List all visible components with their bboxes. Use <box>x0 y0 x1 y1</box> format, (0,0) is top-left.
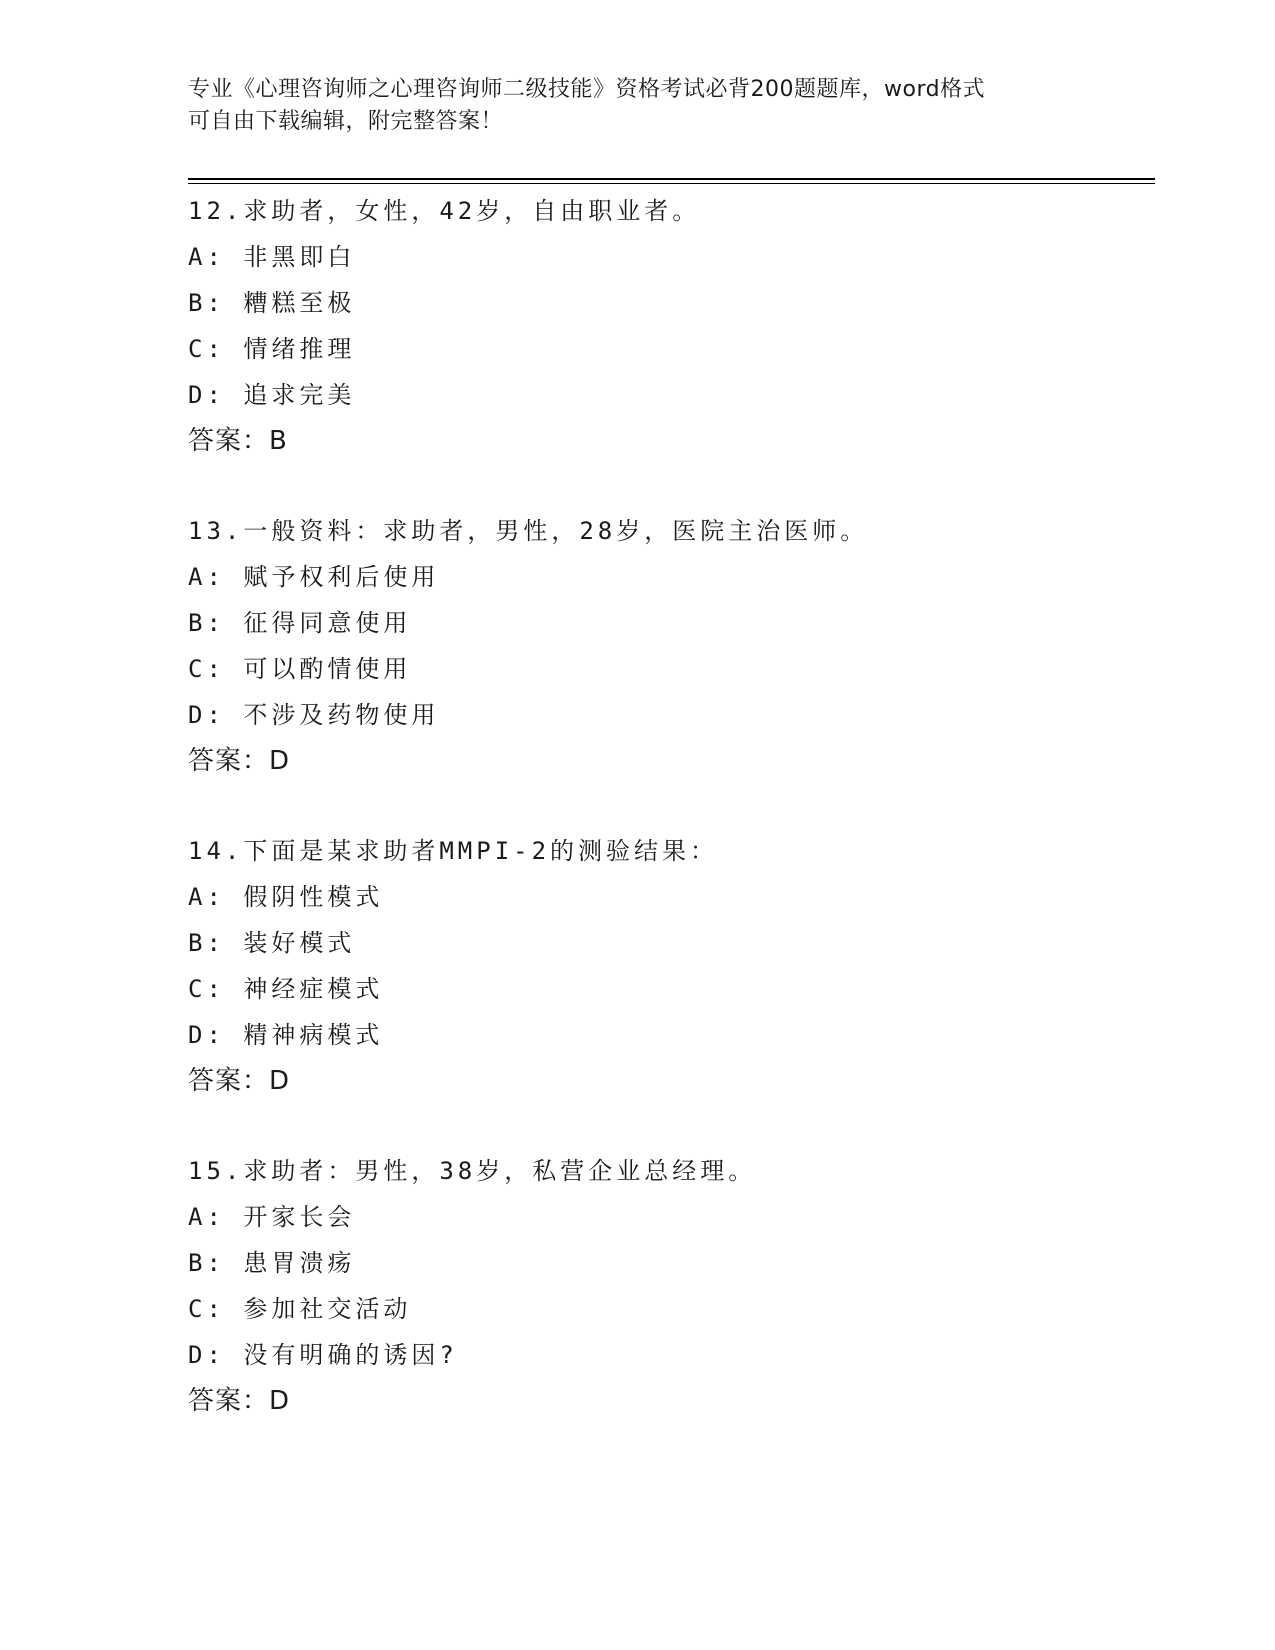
question-13 <box>188 508 1148 784</box>
question-stem: 14.下面是某求助者MMPI-2的测验结果： <box>188 837 719 865</box>
option-c: C: 参加社交活动 <box>188 1295 412 1323</box>
option-b: B: 患胃溃疡 <box>188 1249 356 1277</box>
question-15 <box>188 1148 1148 1424</box>
question-stem: 12.求助者，女性，42岁，自由职业者。 <box>188 197 701 225</box>
header-title-line-2: 可自由下载编辑，附完整答案！ <box>188 109 504 134</box>
option-b: B: 征得同意使用 <box>188 609 412 637</box>
header-divider-thick <box>188 178 1155 180</box>
question-12 <box>188 188 1148 464</box>
question-14 <box>188 828 1148 1104</box>
answer: 答案：D <box>188 1066 291 1096</box>
option-a: A: 赋予权利后使用 <box>188 563 440 591</box>
header-divider-thin <box>188 183 1155 184</box>
option-a: A: 开家长会 <box>188 1203 356 1231</box>
option-d: D: 精神病模式 <box>188 1021 384 1049</box>
answer: 答案：B <box>188 426 288 456</box>
option-a: A: 假阴性模式 <box>188 883 384 911</box>
answer: 答案：D <box>188 746 291 776</box>
option-b: B: 装好模式 <box>188 929 356 957</box>
option-d: D: 不涉及药物使用 <box>188 701 440 729</box>
option-c: C: 情绪推理 <box>188 335 356 363</box>
option-d: D: 追求完美 <box>188 381 356 409</box>
option-b: B: 糟糕至极 <box>188 289 356 317</box>
option-c: C: 神经症模式 <box>188 975 384 1003</box>
question-stem: 15.求助者：男性，38岁，私营企业总经理。 <box>188 1157 757 1185</box>
answer: 答案：D <box>188 1386 291 1416</box>
document-header <box>188 74 1088 138</box>
option-a: A: 非黑即白 <box>188 243 356 271</box>
option-c: C: 可以酌情使用 <box>188 655 412 683</box>
header-title-line-1: 专业《心理咨询师之心理咨询师二级技能》资格考试必背200题题库，word格式 <box>188 77 986 102</box>
option-d: D: 没有明确的诱因? <box>188 1341 458 1369</box>
question-stem: 13.一般资料：求助者，男性，28岁，医院主治医师。 <box>188 517 869 545</box>
